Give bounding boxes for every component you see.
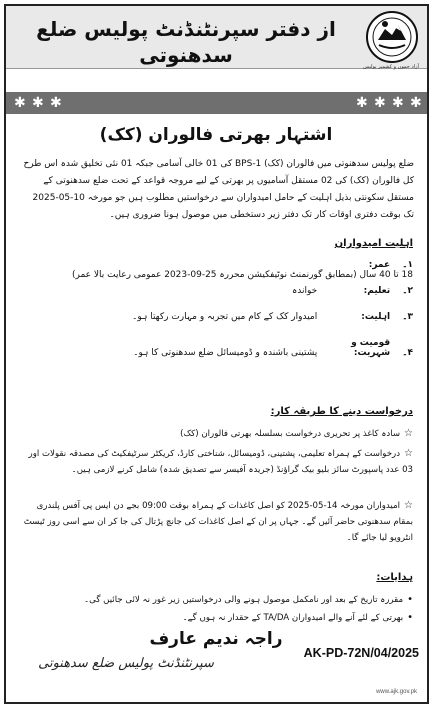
bullet-icon: • xyxy=(407,594,413,605)
note-text: بھرتی کے لئے آنے والے امیدواران TA/DA کے حقدار نہ ہوں گے۔ xyxy=(182,613,404,623)
advertisement-page xyxy=(4,4,429,704)
star-icon: ✱ xyxy=(392,95,404,111)
notes-heading: ہدایات: xyxy=(376,572,413,583)
attachment-item xyxy=(19,446,413,478)
police-emblem-icon xyxy=(365,10,419,64)
note-item xyxy=(19,592,413,608)
requirement-value: پشتینی باشندہ و ڈومیسائل ضلع سدھنوتی کا ہو۔ xyxy=(133,348,318,358)
star-bullet-icon: ☆ xyxy=(404,500,413,511)
star-bullet-icon: ☆ xyxy=(404,428,413,439)
officer-designation: سپرنٹنڈنٹ پولیس ضلع سدھنوتی xyxy=(38,656,214,671)
star-row xyxy=(6,95,427,111)
intro-paragraph: ضلع پولیس سدھنوتی میں فالوران (کک) BPS-1 کی 01 خالی آسامی جبکہ 01 نئی تخلیق شدہ اس طرح کل فالوران (کک) کی 02 مستقل آسامیوں پر بھرتی کے لیے مروجہ قواعد کے تحت ضلع سدھنوتی کے مستقل سکونتی بذیل اہلیت کے حامل امیدواران سے درخواستیں مطلوب ہیں جو مورخہ 10-05-2025 تک بوقت دفتری اوقات کار تک دفتر زیر دستخطی میں موصول ہونا ضروری ہیں۔ xyxy=(23,159,414,220)
attachment-text: امیدواران مورخہ 14-05-2025 کو اصل کاغذات کے ہمراہ بوقت 09:00 بجے دن ایس پی آفس پلندری بمقام سدھنوتی حاضر آئیں گے۔ جہاں پر ان کے اصل کاغذات کی جانچ پڑتال کی جا کر ان سے اسی روز ٹیسٹ انٹرویو لیا جائے گا۔ xyxy=(23,501,413,543)
star-icon: ✱ xyxy=(374,95,386,111)
bullet-icon: • xyxy=(407,612,413,623)
requirement-label: تعلیم: xyxy=(363,286,391,296)
reference-number: AK-PD-72N/04/2025 xyxy=(303,646,419,660)
star-icon: ✱ xyxy=(356,95,368,111)
requirement-number: ۱۔ xyxy=(402,260,413,270)
requirement-row xyxy=(19,260,413,282)
requirement-number: ۴۔ xyxy=(402,348,413,358)
requirement-number: ۲۔ xyxy=(402,286,413,296)
requirement-value: خواندہ xyxy=(292,286,318,296)
attachment-text: درخواست کے ہمراہ تعلیمی، پشتینی، ڈومیسائل، شناختی کارڈ، کریکٹر سرٹیفکیٹ کی مصدقہ نقولات اور 03 عدد پاسپورٹ سائز بلیو بیک گراؤنڈ (جریدہ آفیسر سے تصدیق شدہ) شامل کرنے لازمی ہیں۔ xyxy=(28,449,413,475)
header-title: از دفتر سپرنٹنڈنٹ پولیس ضلع سدھنوتی xyxy=(36,17,336,67)
attachment-item xyxy=(19,426,413,442)
star-icon: ✱ xyxy=(32,95,44,111)
requirement-row xyxy=(19,312,413,334)
requirement-row xyxy=(19,286,413,308)
star-icon: ✱ xyxy=(14,95,26,111)
officer-name: راجہ ندیم عارف xyxy=(149,629,283,649)
attachment-item xyxy=(19,498,413,546)
requirement-label: قومیت و شہریت: xyxy=(351,338,391,358)
attachments-heading: درخواست دینے کا طریقہ کار: xyxy=(270,406,413,417)
requirement-label: عمر: xyxy=(368,260,391,270)
header xyxy=(6,6,427,69)
star-icon: ✱ xyxy=(50,95,62,111)
note-text: مقررہ تاریخ کے بعد اور نامکمل موصول ہونے والی درخواستیں زیر غور نہ لائی جائیں گی۔ xyxy=(84,595,404,605)
requirements-heading: اہلیت امیدواران xyxy=(334,238,413,249)
note-item xyxy=(19,610,413,626)
requirement-value: 18 تا 40 سال (بمطابق گورنمنٹ نوٹیفکیشن محررہ 25-09-2023 عمومی رعایت بالا عمر) xyxy=(71,270,413,280)
requirement-label: اہلیت: xyxy=(361,312,391,322)
website-watermark: www.ajk.gov.pk xyxy=(376,689,417,695)
attachment-text: سادہ کاغذ پر تحریری درخواست بسلسلہ بھرتی فالوران (کک) xyxy=(180,429,401,439)
logo-caption: آزاد جموں و کشمیر پولیس xyxy=(363,64,419,70)
star-icon: ✱ xyxy=(410,95,422,111)
requirement-row xyxy=(19,338,413,360)
requirement-number: ۳۔ xyxy=(402,312,413,322)
star-bullet-icon: ☆ xyxy=(404,448,413,459)
decorative-band xyxy=(6,92,427,114)
advertisement-title: اشتہار بھرتی فالوران (کک) xyxy=(99,125,333,145)
requirement-value: امیدوار کک کے کام میں تجربہ و مہارت رکھتا ہو۔ xyxy=(132,312,318,322)
